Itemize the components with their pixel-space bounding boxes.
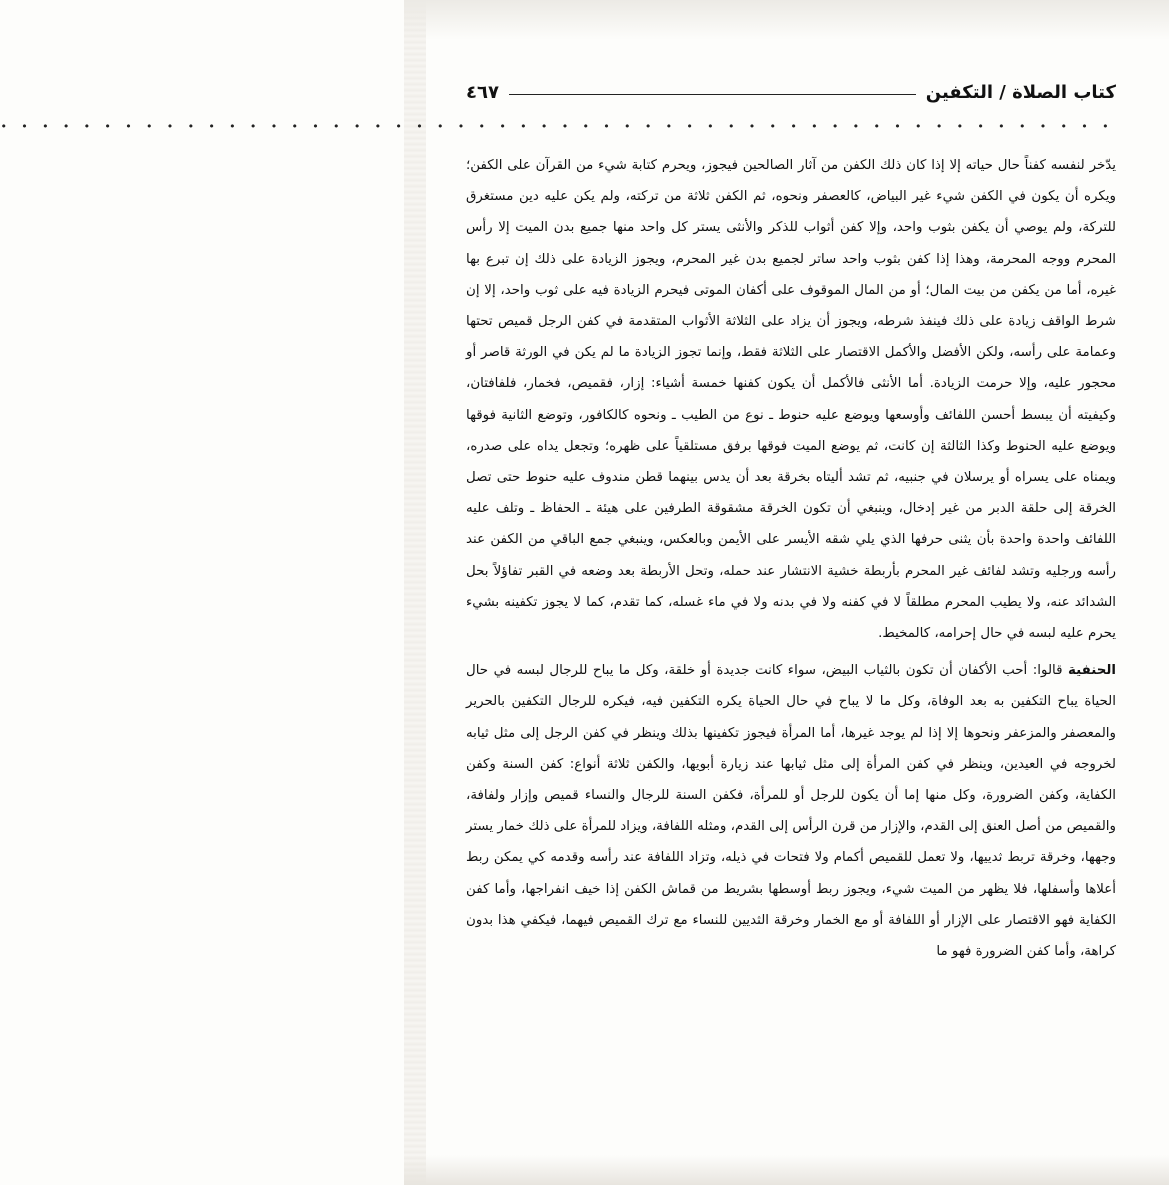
page-header [466,78,1116,106]
paragraph-text: يدّخر لنفسه كفناً حال حياته إلا إذا كان ذلك الكفن من آثار الصالحين فيجوز، ويحرم كتابة شيء من القرآن على الكفن؛ ويكره أن يكون في الكفن شيء غير البياض، كالعصفر ونحوه، ثم الكفن ثلاثة من تركته، ولم يكن عليه دين مستغرق للتركة، ولم يوصي أن يكفن بثوب واحد، وإلا كفن أثواب للذكر والأنثى يستر كل واحد منها جميع بدن الميت إلا رأس المحرم ووجه المحرمة، وهذا إذا كفن بثوب واحد ساتر لجميع بدن غير المحرم، ويجوز الزيادة على ذلك إن تبرع بها غيره، أما من يكفن من بيت المال؛ أو من المال الموقوف على أكفان الموتى فيحرم الزيادة فيه على ثوب واحد، إلا إن شرط الواقف زيادة على ذلك فينفذ شرطه، ويجوز أن يزاد على الثلاثة الأثواب المتقدمة في كفن الرجل قميص تحتها وعمامة على رأسه، ولكن الأفضل والأكمل الاقتصار على الثلاثة فقط، وإنما تجوز الزيادة ما لم يكن في الورثة قاصر أو محجور عليه، وإلا حرمت الزيادة. أما الأنثى فالأكمل أن يكون كفنها خمسة أشياء: إزار، فقميص، فخمار، فلفافتان، وكيفيته أن يبسط أحسن اللفائف وأوسعها ويوضع عليه حنوط ـ نوع من الطيب ـ ونحوه كالكافور، وتوضع الثانية فوقها ويوضع عليه الحنوط وكذا الثالثة إن كانت، ثم يوضع الميت فوقها برفق مستلقياً على ظهره؛ وتجعل يداه على صدره، ويمناه على يسراه أو يرسلان في جنبيه، ثم تشد أليتاه بخرقة بعد أن يدس بينهما قطن مندوف عليه حنوط حتى تصل الخرقة إلى حلقة الدبر من غير إدخال، وينبغي أن تكون الخرقة مشقوقة الطرفين على هيئة ـ الحفاظ ـ وتلف عليه اللفائف واحدة واحدة بأن يثنى حرفها الذي يلي شقه الأيسر على الأيمن وبالعكس، وينبغي جمع الباقي من الكفن عند رأسه ورجليه وتشد لفائف غير المحرم بأربطة خشية الانتشار عند حمله، وتحل الأربطة بعد وضعه في القبر تفاؤلاً بحل الشدائد عنه، ولا يطيب المحرم مطلقاً لا في كفنه ولا في بدنه ولا في ماء غسله، كما تقدم، كما لا يجوز تكفينه بشيء يحرم عليه لبسه في حال إحرامه، كالمخيط. [466,158,1116,642]
page-edge-left [404,0,426,1185]
running-title: كتاب الصلاة / التكفين [925,81,1116,103]
school-heading: الحنفية [1068,663,1116,679]
paragraph [466,150,1116,649]
body-text [466,150,1116,967]
page-number: ٤٦٧ [466,81,499,103]
header-rule [509,94,916,95]
paragraph [466,655,1116,967]
paragraph-text: قالوا: أحب الأكفان أن تكون بالثياب البيض، سواء كانت جديدة أو خلقة، وكل ما يباح للرجال لبسه في حال الحياة يباح التكفين به بعد الوفاة، وكل ما لا يباح في حال الحياة يكره التكفين فيه، فيكره للرجال التكفين بالحرير والمعصفر والمزعفر ونحوها إلا إذا لم يوجد غيرها، أما المرأة فيجوز تكفينها بذلك وينظر في كفن الرجل إلى مثل ثيابه لخروجه في العيدين، وينظر في كفن المرأة إلى مثل ثيابها عند زيارة أبويها، والكفن ثلاثة أنواع: كفن السنة وكفن الكفاية، وكفن الضرورة، وكل منها إما أن يكون للرجل أو للمرأة، فكفن السنة للرجال والنساء قميص وإزار ولفافة، والقميص من أصل العنق إلى القدم، والإزار من قرن الرأس إلى القدم، ومثله اللفافة، ويزاد للمرأة على ذلك خمار يستر وجهها، وخرقة تربط ثدييها، ولا تعمل للقميص أكمام ولا فتحات في ذيله، وتزاد اللفافة عند رأسه وقدمه كي يمكن ربط أعلاها وأسفلها، فلا يظهر من الميت شيء، ويجوز ربط أوسطها بشريط من قماش الكفن إذا خيف انفراجها، وأما كفن الكفاية فهو الاقتصار على الإزار أو اللفافة أو مع الخمار وخرقة الثديين للنساء مع ترك القميص فيهما، فيكفي هذا بدون كراهة، وأما كفن الضرورة فهو ما [466,663,1116,960]
dotted-separator: • • • • • • • • • • • • • • • • • • • • • • • • • • • • • • • • • • • • • • • • • • • • • • • • • • • • • • [0,120,1114,133]
page-edge-top [404,0,1169,40]
page-edge-bottom [404,1155,1169,1185]
